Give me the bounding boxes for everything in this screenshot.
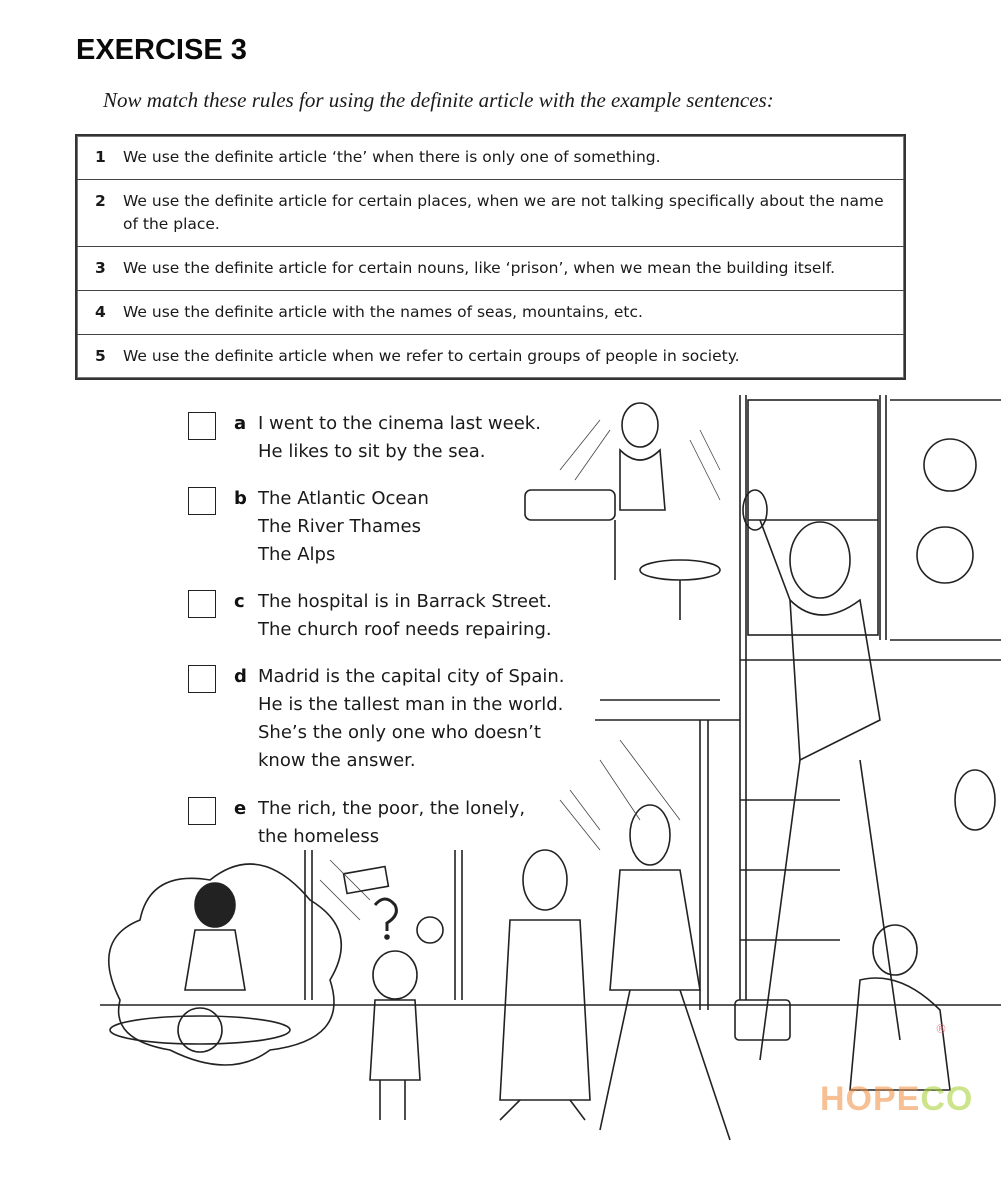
- registered-mark-icon: ®: [935, 1022, 947, 1036]
- rule-text: We use the definite article for certain nouns, like ‘prison’, when we mean the building itself.: [123, 259, 836, 277]
- rule-row: [77, 136, 904, 180]
- example-letter: e: [234, 798, 247, 819]
- example-line: The River Thames: [258, 516, 421, 537]
- rule-row: [77, 335, 904, 378]
- example-line: the homeless: [258, 826, 380, 847]
- example-line: Madrid is the capital city of Spain.: [258, 666, 565, 687]
- rule-text: We use the definite article for certain places, when we are not talking specifically about the name of the place.: [123, 192, 884, 233]
- rule-number: 5: [95, 347, 106, 365]
- example-line: The church roof needs repairing.: [258, 619, 552, 640]
- example-line: The hospital is in Barrack Street.: [258, 591, 552, 612]
- example-line: He is the tallest man in the world.: [258, 694, 564, 715]
- example-lines: [258, 588, 552, 644]
- answer-box[interactable]: [188, 412, 216, 440]
- rule-number: 4: [95, 303, 106, 321]
- example-item-a: [188, 410, 541, 466]
- example-lines: [258, 663, 564, 775]
- example-line: The rich, the poor, the lonely,: [258, 798, 526, 819]
- rule-number: 3: [95, 259, 106, 277]
- example-lines: [258, 485, 429, 569]
- example-letter: a: [234, 413, 247, 434]
- rule-number: 1: [95, 148, 106, 166]
- rule-row: [77, 247, 904, 291]
- example-lines: [258, 795, 525, 851]
- example-letter: d: [234, 666, 247, 687]
- rule-text: We use the definite article when we refer to certain groups of people in society.: [123, 347, 740, 365]
- answer-box[interactable]: [188, 487, 216, 515]
- example-line: I went to the cinema last week.: [258, 413, 541, 434]
- watermark-text-main: HOPE: [820, 1080, 921, 1118]
- example-item-b: [188, 485, 429, 569]
- rule-text: We use the definite article ‘the’ when there is only one of something.: [123, 148, 661, 166]
- example-item-c: [188, 588, 552, 644]
- rule-row: [77, 291, 904, 335]
- example-line: She’s the only one who doesn’t: [258, 722, 541, 743]
- answer-box[interactable]: [188, 590, 216, 618]
- example-letter: b: [234, 488, 247, 509]
- rule-number: 2: [95, 192, 106, 210]
- example-letter: c: [234, 591, 245, 612]
- watermark-text-accent: CO: [920, 1080, 974, 1118]
- rule-row: [77, 180, 904, 247]
- answer-box[interactable]: [188, 797, 216, 825]
- example-line: The Alps: [258, 544, 336, 565]
- example-line: He likes to sit by the sea.: [258, 441, 486, 462]
- example-item-e: [188, 795, 525, 851]
- rules-table: [75, 134, 906, 380]
- rule-text: We use the definite article with the names of seas, mountains, etc.: [123, 303, 643, 321]
- example-lines: [258, 410, 541, 466]
- example-line: know the answer.: [258, 750, 416, 771]
- instruction-text: Now match these rules for using the definite article with the example sentences:: [103, 88, 774, 112]
- watermark-logo: [820, 1080, 973, 1119]
- answer-box[interactable]: [188, 665, 216, 693]
- exercise-title: EXERCISE 3: [76, 34, 247, 66]
- example-line: The Atlantic Ocean: [258, 488, 429, 509]
- example-item-d: [188, 663, 564, 775]
